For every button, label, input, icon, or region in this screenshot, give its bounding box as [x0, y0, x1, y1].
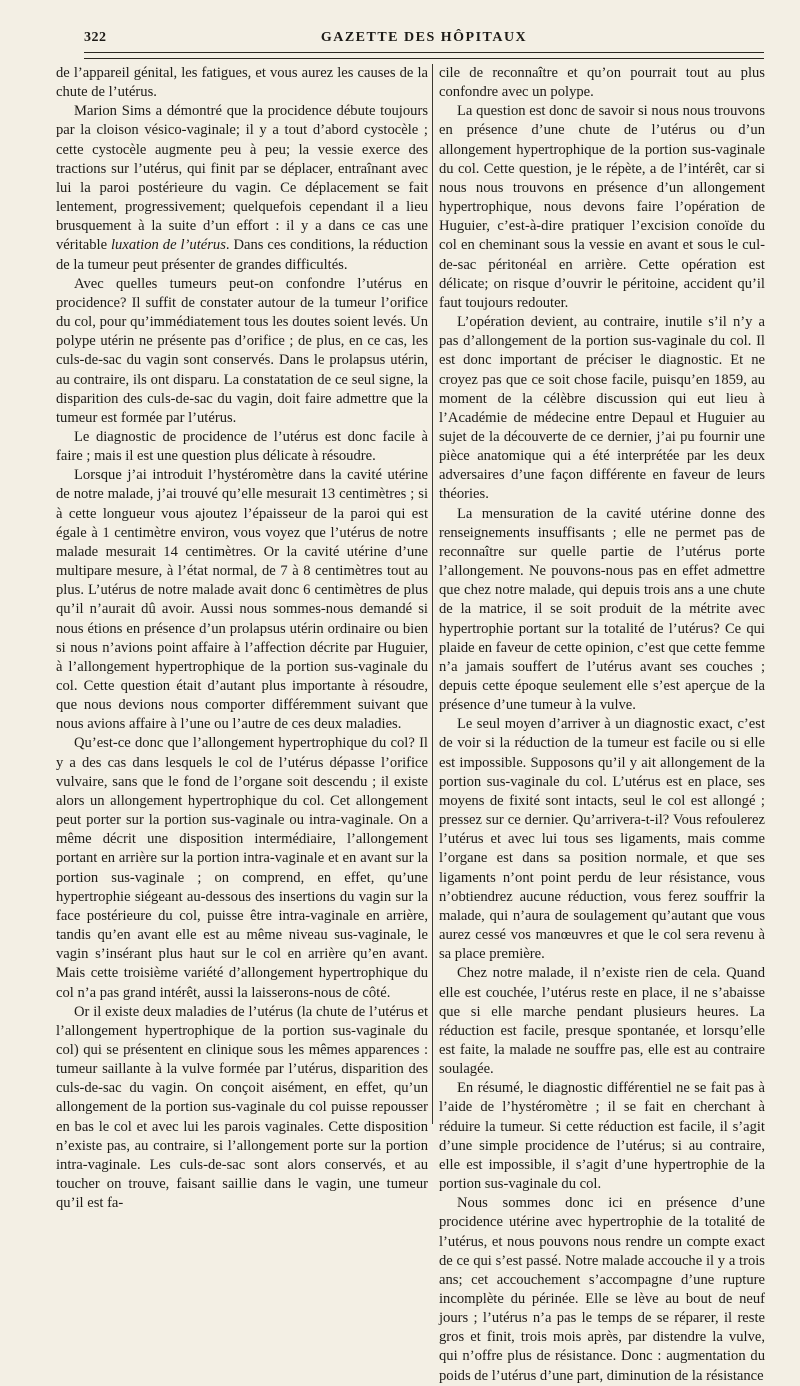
right-column	[439, 64, 765, 1386]
column-divider	[432, 64, 433, 1124]
paragraph: Nous sommes donc ici en présence d’une procidence utérine avec hypertrophie de la totalité de l’utérus, et nous pouvons nous rendre un compte exact de ce qui s’est passé. Notre malade accouche il y a trois ans; cet accouchement s’accompagne d’une rupture incomplète du périnée. Elle se lève au bout de neuf jours ; l’utérus n’a pas le temps de se réparer, il reste gros et finit, trois mois après, par distendre la vulve, qui n’offre plus de résistance. Donc : augmentation du poids de l’utérus d’une part, diminution de la résistance	[439, 1195, 765, 1384]
paragraph: Chez notre malade, il n’existe rien de cela. Quand elle est couchée, l’utérus reste en place, il ne s’abaisse que si elle marche pendant plusieurs heures. La réduction est facile, presque spontanée, et lorsqu’elle est faite, la malade ne souffre pas, elle est au contraire soulagée.	[439, 965, 765, 1078]
paragraph: En résumé, le diagnostic différentiel ne se fait pas à l’aide de l’hystéromètre ; il se fait en cherchant à réduire la tumeur. Si cette réduction est facile, il s’agit d’une simple procidence de l’utérus; si au contraire, elle est impossible, il s’agit d’une hypertrophie de la portion sus-vaginale du col.	[439, 1080, 765, 1193]
paragraph: La mensuration de la cavité utérine donne des renseignements insuffisants ; elle ne permet pas de reconnaître sur quelle partie de l’utérus porte l’allongement. Ne pouvons-nous pas en effet admettre que chez notre malade, qui depuis trois ans a une chute de la matrice, il se soit produit de la métrite avec hypertrophie portant sur la totalité de l’utérus? Ce qui plaide en faveur de cette opinion, c’est que cette femme n’a jamais souffert de l’utérus avant ses couches ; depuis cette époque seulement elle s’est aperçue de la présence d’une tumeur à la vulve.	[439, 505, 765, 714]
header-rule	[84, 52, 764, 59]
page-number: 322	[84, 30, 107, 45]
paragraph: Qu’est-ce donc que l’allongement hypertrophique du col? Il y a des cas dans lesquels le col de l’utérus dépasse l’orifice vulvaire, sans que le fond de l’organe soit descendu ; il existe alors un allongement hypertrophique du col. Cet allongement peut porter sur la portion sus-vaginale ou intra-vaginale. On a même décrit une disposition intermédiaire, l’allongement portant en arrière sur la portion intra-vaginale et en avant sur la portion sus-vaginale ; on comprend, en effet, qu’une hypertrophie siégeant au-dessous des insertions du vagin sur la face postérieure du col, puisse être intra-vaginale en arrière, tandis qu’en avant elle est au même niveau sus-vaginale, le vagin s’insérant plus haut sur le col en arrière qu’en avant. Mais cette troisième variété d’allongement hypertrophique du col n’a pas grand intérêt, aussi la laisserons-nous de côté.	[56, 735, 428, 1001]
paragraph: Marion Sims a démontré que la procidence débute toujours par la cloison vésico-vaginale; il y a tout d’abord cystocèle ; cette cystocèle augmente peu à peu; la vessie exerce des tractions sur l’utérus, qui finit par se déplacer, entraînant avec lui la paroi postérieure du vagin. Ce déplacement se fait lentement, progressivement; quelquefois cependant il a lieu brusquement à la suite d’un effort : il y a dans ce cas une véritable luxation de l’utérus. Dans ces conditions, la réduction de la tumeur peut présenter de grandes difficultés.	[56, 103, 428, 273]
paragraph: Le seul moyen d’arriver à un diagnostic exact, c’est de voir si la réduction de la tumeur est facile ou si elle est impossible. Supposons qu’il y ait allongement de la portion sus-vaginale du col. L’utérus est en place, ses moyens de fixité sont intacts, seul le col est allongé ; pressez sur ce dernier. Qu’arrivera-t-il? Vous refoulerez l’utérus et avec lui tous ses ligaments, mais comme l’organe est dans sa position normale, et que ses ligaments n’ont point perdu de leur résistance, vous n’obtiendrez aucune réduction, vous ferez souffrir la malade, qui n’aura de soulagement qu’autant que vous aurez cessé vos manœuvres et que le col sera revenu à sa place première.	[439, 716, 765, 963]
paragraph: Or il existe deux maladies de l’utérus (la chute de l’utérus et l’allongement hypertrophique de la portion sus-vaginale du col) qui se présentent en clinique sous les mêmes apparences : tumeur saillante à la vulve formée par l’utérus, disparition des culs-de-sac du vagin. On conçoit aisément, en effet, qu’un allongement de la portion sus-vaginale du col puisse repousser en bas le col et avec lui les parois vaginales. Cette disposition n’existe pas, au contraire, si l’allongement porte sur la portion intra-vaginale. Les culs-de-sac sont alors conservés, et au toucher on trouve, faisant saillie dans le vagin, une tumeur qu’il est fa-	[56, 1003, 428, 1212]
paragraph: Le diagnostic de procidence de l’utérus est donc facile à faire ; mais il est une question plus délicate à résoudre.	[56, 428, 428, 465]
paragraph: La question est donc de savoir si nous nous trouvons en présence d’une chute de l’utérus ou d’un allongement hypertrophique de la portion sus-vaginale du col. Cette question, je le répète, a de l’intérêt, car si nous nous trouvons en présence d’un allongement hypertrophique, nous devons faire l’opération de Huguier, c’est-à-dire pratiquer l’excision conoïde du col en cheminant sous la vessie en avant et sous le cul-de-sac péritonéal en arrière. Cette opération est délicate; on risque d’ouvrir le péritoine, accident qu’il faut toujours redouter.	[439, 103, 765, 311]
page-header	[84, 30, 764, 52]
paragraph: Lorsque j’ai introduit l’hystéromètre dans la cavité utérine de notre malade, j’ai trouvé qu’elle mesurait 13 centimètres ; si à cette longueur vous ajoutez l’épaisseur de la paroi qui est égale à 1 centimètre environ, vous voyez que l’utérus de notre malade mesurait 14 centimètres. Or la cavité utérine d’une multipare mesure, à l’état normal, de 7 à 8 centimètres tout au plus. L’utérus de notre malade avait donc 6 centimètres de plus qu’il n’aurait dû avoir. Aussi nous sommes-nous demandé si nous étions en présence d’un prolapsus utérin ordinaire ou bien si nous n’avions point affaire à l’affection décrite par Huguier, à l’allongement hypertrophique de la portion sus-vaginale du col. Cette question était d’autant plus importante à résoudre, que nous devions nous comporter différemment suivant que nous avions affaire à l’une ou l’autre de ces deux maladies.	[56, 467, 428, 733]
paragraph: L’opération devient, au contraire, inutile s’il n’y a pas d’allongement de la portion sus-vaginale du col. Il est donc important de préciser le diagnostic. Et ne croyez pas que ce soit chose facile, puisqu’en 1859, au moment de la célèbre discussion qui eut lieu à l’Académie de médecine entre Depaul et Huguier au sujet de la découverte de ce dernier, j’ai pu fournir une pièce anatomique qui a été interprétée par les deux adversaires d’une façon différente en faveur de leurs théories.	[439, 314, 765, 503]
italic-phrase: luxation de l’utérus	[111, 237, 226, 254]
paragraph: de l’appareil génital, les fatigues, et vous aurez les causes de la chute de l’utérus.	[56, 65, 428, 101]
left-column	[56, 64, 428, 1213]
paragraph: Avec quelles tumeurs peut-on confondre l’utérus en procidence? Il suffit de constater autour de la tumeur l’orifice du col, pour qu’immédiatement tous les doutes soient levés. Un polype utérin ne présente pas d’orifice ; de plus, en ce cas, les culs-de-sac du vagin sont conservés. Dans le prolapsus utérin, au contraire, ils ont disparu. La constatation de ce seul signe, la disparition des culs-de-sac du vagin, doit faire admettre que la tumeur est formée par l’utérus.	[56, 275, 428, 426]
running-title: GAZETTE DES HÔPITAUX	[320, 30, 528, 45]
paragraph: cile de reconnaître et qu’on pourrait tout au plus confondre avec un polype.	[439, 65, 765, 101]
